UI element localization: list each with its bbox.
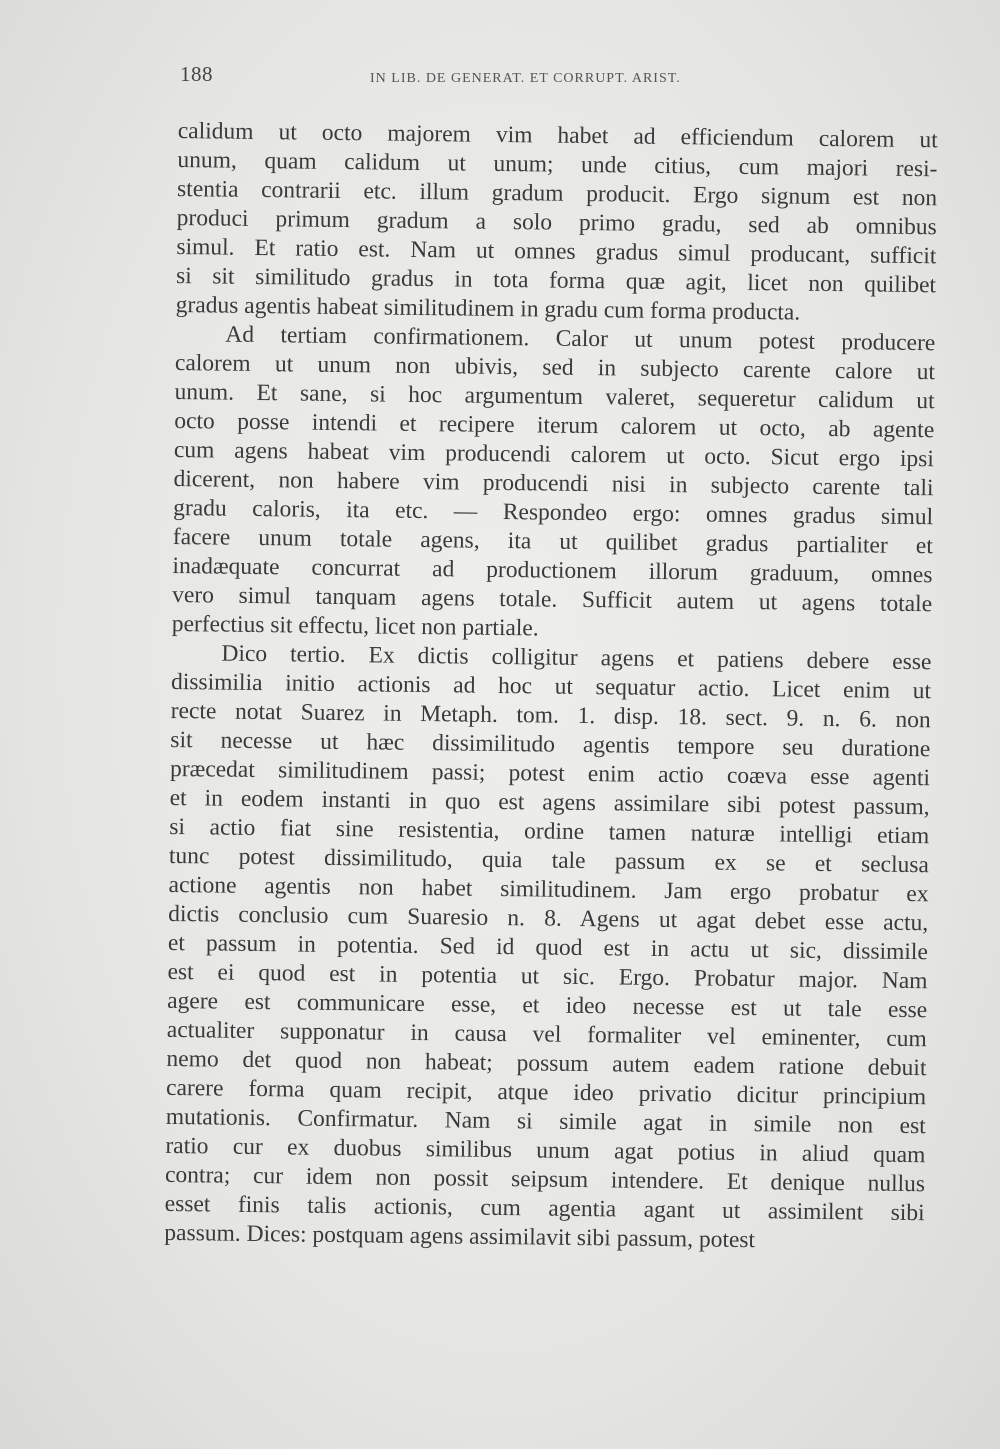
- text-line: ratio cur ex duobus similibus unum agat potius in aliud quam: [165, 1132, 926, 1169]
- paragraph: [164, 639, 931, 1257]
- paragraph: [172, 320, 936, 648]
- text-line: facere unum totale agens, ita ut quilibet gradus partialiter et: [172, 523, 933, 560]
- text-line: unum. Et sane, si hoc argumentum valeret, sequeretur calidum ut: [174, 378, 935, 415]
- text-line: sit necesse ut hæc dissimilitudo agentis tempore seu duratione: [170, 726, 931, 763]
- page-number: 188: [180, 62, 213, 86]
- text-line: passum. Dices: postquam agens assimilavit sibi passum, potest: [164, 1219, 756, 1254]
- text-line: actualiter supponatur in causa vel formaliter vel eminenter, cum: [166, 1016, 927, 1053]
- text-line: dissimilia initio actionis ad hoc ut sequatur actio. Licet enim ut: [170, 668, 932, 705]
- text-line: gradus agentis habeat similitudinem in gradu cum forma producta.: [175, 291, 801, 326]
- text-line: et passum in potentia. Sed id quod est in actu ut sic, dissimile: [167, 929, 929, 966]
- text-line: præcedat similitudinem passi; potest enim actio coæva esse agenti: [169, 755, 931, 792]
- running-title: IN LIB. DE GENERAT. ET CORRUPT. ARIST.: [370, 71, 681, 86]
- text-line: calorem ut unum non ubivis, sed in subjecto carente calore ut: [174, 349, 936, 386]
- text-line: si actio fiat sine resistentia, ordine tamen naturæ intelligi etiam: [169, 813, 930, 850]
- text-line: recte notat Suarez in Metaph. tom. 1. disp. 18. sect. 9. n. 6. non: [170, 697, 931, 734]
- text-line: produci primum gradum a solo primo gradu, sed ab omnibus: [176, 204, 937, 241]
- text-line: est ei quod est in potentia ut sic. Ergo. Probatur major. Nam: [167, 958, 928, 995]
- paragraph: [176, 117, 938, 329]
- text-line: nemo det quod non habeat; possum autem eadem ratione debuit: [166, 1045, 927, 1082]
- text-line: gradu caloris, ita etc. — Respondeo ergo: omnes gradus simul: [173, 494, 934, 531]
- page-header: [180, 62, 780, 92]
- text-line: vero simul tanquam agens totale. Sufficit autem ut agens totale: [172, 581, 933, 618]
- text-line: calidum ut octo majorem vim habet ad efficiendum calorem ut: [177, 117, 938, 154]
- text-line: contra; cur idem non possit seipsum intendere. Et denique nullus: [164, 1161, 926, 1198]
- text-line: inadæquate concurrat ad productionem illorum graduum, omnes: [172, 552, 933, 589]
- text-line: carere forma quam recipit, atque ideo privatio dicitur principium: [165, 1074, 927, 1111]
- text-line: esset finis talis actionis, cum agentia agant ut assimilent sibi: [164, 1190, 925, 1227]
- text-line: dicerent, non habere vim producendi nisi in subjecto carente tali: [173, 465, 934, 502]
- text-line: simul. Et ratio est. Nam ut omnes gradus simul producant, sufficit: [176, 233, 937, 270]
- text-line: et in eodem instanti in quo est agens assimilare sibi potest passum,: [169, 784, 930, 821]
- body-text: [164, 117, 938, 1257]
- text-line: agere est communicare esse, et ideo necesse est ut tale esse: [167, 987, 928, 1024]
- text-line: dictis conclusio cum Suaresio n. 8. Agens ut agat debet esse actu,: [168, 900, 929, 937]
- text-line: si sit similitudo gradus in tota forma quæ agit, licet non quilibet: [175, 262, 937, 299]
- text-line: stentia contrarii etc. illum gradum producit. Ergo signum est non: [176, 175, 938, 212]
- text-line: Ad tertiam confirmationem. Calor ut unum potest producere: [225, 321, 936, 357]
- text-line: tunc potest dissimilitudo, quia tale passum ex se et seclusa: [168, 842, 930, 879]
- text-line: octo posse intendi et recipere iterum calorem ut octo, ab agente: [174, 407, 935, 444]
- text-line: cum agens habeat vim producendi calorem ut octo. Sicut ergo ipsi: [173, 436, 935, 473]
- text-line: perfectius sit effectu, licet non partiale.: [171, 610, 539, 642]
- text-line: actione agentis non habet similitudinem. Jam ergo probatur ex: [168, 871, 929, 908]
- text-line: Dico tertio. Ex dictis colligitur agens et patiens debere esse: [221, 640, 932, 676]
- text-line: mutationis. Confirmatur. Nam si simile agat in simile non est: [165, 1103, 926, 1140]
- text-line: unum, quam calidum ut unum; unde citius, cum majori resi-: [177, 146, 938, 183]
